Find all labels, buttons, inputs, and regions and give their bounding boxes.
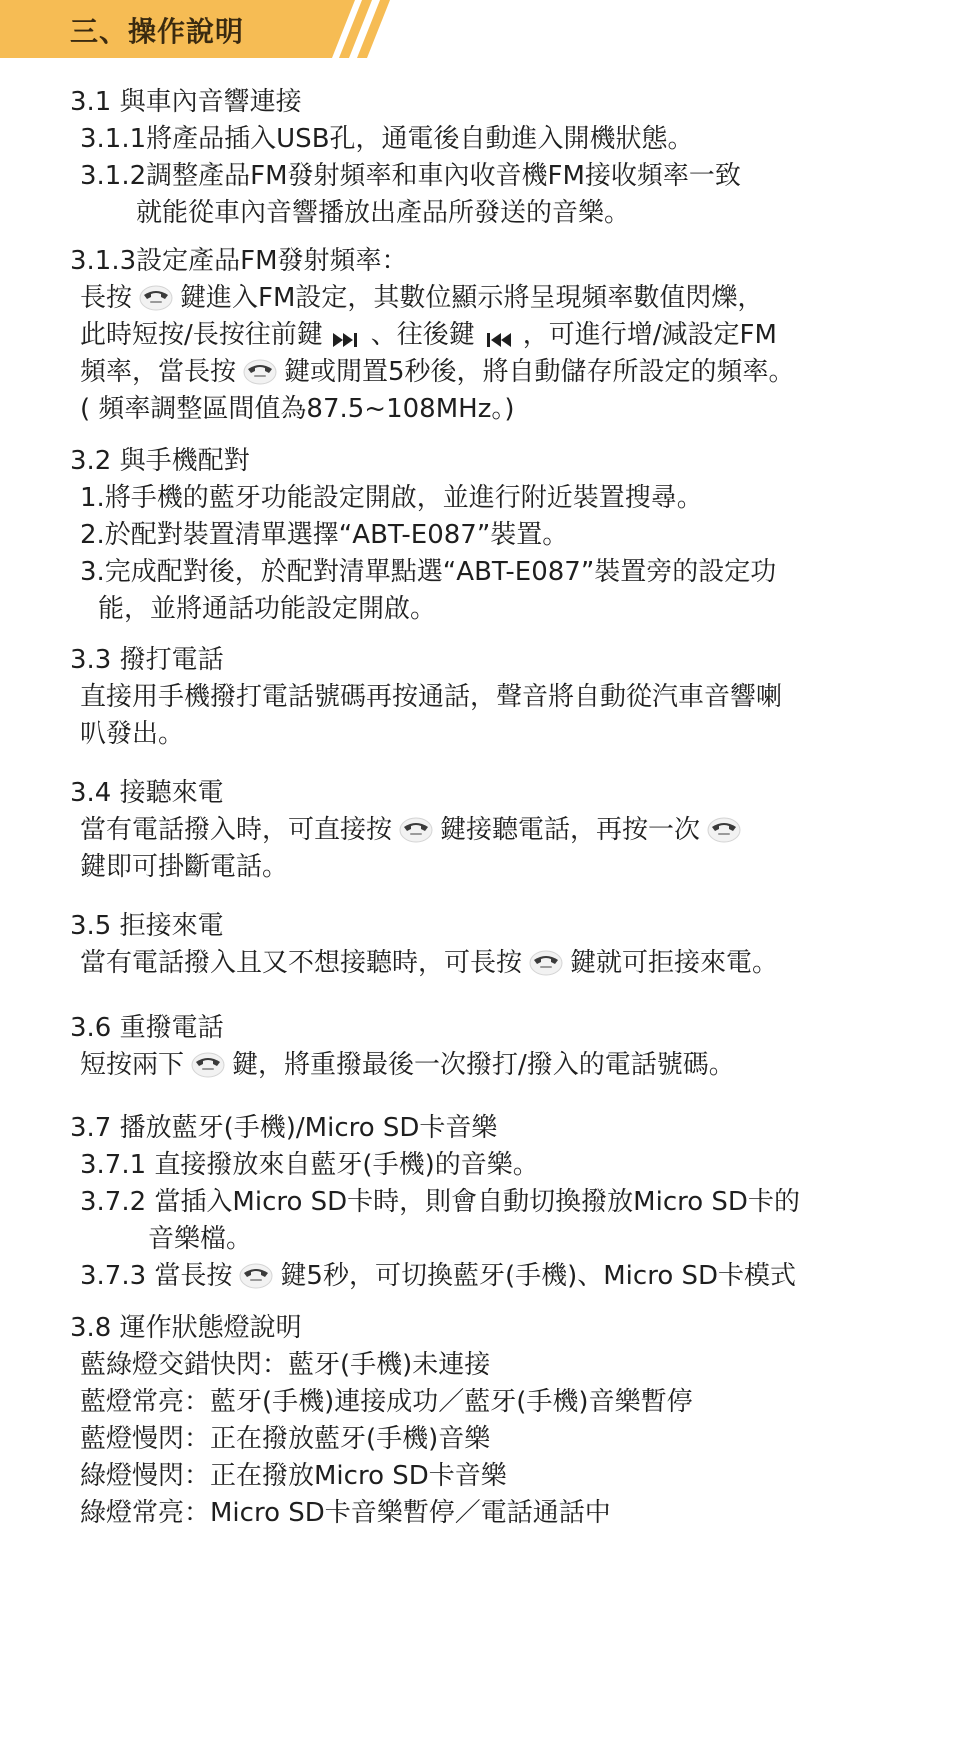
- status-line: 綠燈常亮：Micro SD卡音樂暫停／電話通話中: [80, 1498, 611, 1528]
- section-3-7: [70, 1110, 930, 1295]
- text-line: [80, 354, 930, 391]
- phone-key-icon: [706, 814, 742, 844]
- text-line: 3.7.1 直接撥放來自藍牙(手機)的音樂。: [80, 1150, 539, 1180]
- list-item: 1.將手機的藍牙功能設定開啟，並進行附近裝置搜尋。: [80, 483, 703, 513]
- status-line: 藍綠燈交錯快閃：藍牙(手機)未連接: [80, 1350, 491, 1380]
- page-title: 三、操作說明: [70, 15, 245, 48]
- section-heading: 3.4 接聽來電: [70, 778, 224, 808]
- section-heading: 3.3 撥打電話: [70, 645, 224, 675]
- list-item: 能，並將通話功能設定開啟。: [98, 594, 437, 624]
- status-line: 藍燈常亮：藍牙(手機)連接成功／藍牙(手機)音樂暫停: [80, 1387, 693, 1417]
- phone-key-icon: [138, 282, 174, 312]
- status-line: 綠燈慢閃：正在撥放Micro SD卡音樂: [80, 1461, 507, 1491]
- text-fragment: 鍵5秒，可切換藍牙(手機)、Micro SD卡模式: [280, 1261, 797, 1291]
- section-heading: 3.1 與車內音響連接: [70, 87, 302, 117]
- status-line: 藍燈慢閃：正在撥放藍牙(手機)音樂: [80, 1424, 491, 1454]
- section-3-1-3: [70, 243, 930, 428]
- phone-key-icon: [238, 1260, 274, 1290]
- section-banner: [0, 0, 400, 60]
- section-3-2: [70, 443, 930, 628]
- text-fragment: 此時短按/長按往前鍵: [80, 320, 323, 350]
- text-fragment: 頻率，當長按: [80, 357, 237, 387]
- section-heading: 3.1.3設定產品FM發射頻率：: [70, 246, 408, 276]
- phone-key-icon: [242, 356, 278, 386]
- text-line: 3.1.1將產品插入USB孔，通電後自動進入開機狀態。: [80, 124, 694, 154]
- text-fragment: 鍵接聽電話，再按一次: [440, 815, 701, 845]
- text-line: [80, 945, 930, 982]
- section-heading: 3.6 重撥電話: [70, 1013, 224, 1043]
- text-line: [80, 812, 930, 849]
- text-line: [80, 1258, 930, 1295]
- section-heading: 3.5 拒接來電: [70, 911, 224, 941]
- text-fragment: 長按: [80, 283, 133, 313]
- section-3-4: [70, 775, 930, 886]
- text-line: 直接用手機撥打電話號碼再按通話，聲音將自動從汽車音響喇: [80, 682, 783, 712]
- section-heading: 3.2 與手機配對: [70, 446, 250, 476]
- section-heading: 3.7 播放藍牙(手機)/Micro SD卡音樂: [70, 1113, 498, 1143]
- text-fragment: 、往後鍵: [370, 320, 475, 350]
- text-fragment: 鍵進入FM設定，其數位顯示將呈現頻率數值閃爍，: [180, 283, 764, 313]
- skip-back-icon: [481, 324, 517, 344]
- text-fragment: 鍵或閒置5秒後，將自動儲存所設定的頻率。: [284, 357, 795, 387]
- section-heading: 3.8 運作狀態燈說明: [70, 1313, 302, 1343]
- text-line: [80, 1047, 930, 1084]
- skip-forward-icon: [329, 324, 365, 344]
- section-3-8: [70, 1310, 930, 1532]
- text-fragment: 鍵就可拒接來電。: [570, 948, 779, 978]
- phone-key-icon: [528, 947, 564, 977]
- list-item: 3.完成配對後，於配對清單點選“ABT-E087”裝置旁的設定功: [80, 557, 777, 587]
- text-fragment: 當有電話撥入且又不想接聽時，可長按: [80, 948, 523, 978]
- text-fragment: 短按兩下: [80, 1050, 185, 1080]
- text-fragment: 當有電話撥入時，可直接按: [80, 815, 393, 845]
- text-line: ( 頻率調整區間值為87.5~108MHz。): [80, 394, 515, 424]
- phone-key-icon: [190, 1049, 226, 1079]
- text-line: [80, 317, 930, 354]
- list-item: 2.於配對裝置清單選擇“ABT-E087”裝置。: [80, 520, 569, 550]
- text-line: 就能從車內音響播放出產品所發送的音樂。: [136, 198, 631, 228]
- text-line: 3.7.2 當插入Micro SD卡時，則會自動切換撥放Micro SD卡的: [80, 1187, 800, 1217]
- section-3-1: [70, 84, 930, 232]
- text-line: 音樂檔。: [148, 1224, 253, 1254]
- section-3-5: [70, 908, 930, 982]
- section-3-3: [70, 642, 930, 753]
- section-3-6: [70, 1010, 930, 1084]
- text-fragment: 3.7.3 當長按: [80, 1261, 233, 1291]
- text-line: 鍵即可掛斷電話。: [80, 852, 289, 882]
- text-line: 3.1.2調整產品FM發射頻率和車內收音機FM接收頻率一致: [80, 161, 741, 191]
- text-fragment: 鍵，將重撥最後一次撥打/撥入的電話號碼。: [232, 1050, 735, 1080]
- phone-key-icon: [398, 814, 434, 844]
- text-line: [80, 280, 930, 317]
- text-fragment: ，可進行增/減設定FM: [522, 320, 777, 350]
- text-line: 叭發出。: [80, 719, 185, 749]
